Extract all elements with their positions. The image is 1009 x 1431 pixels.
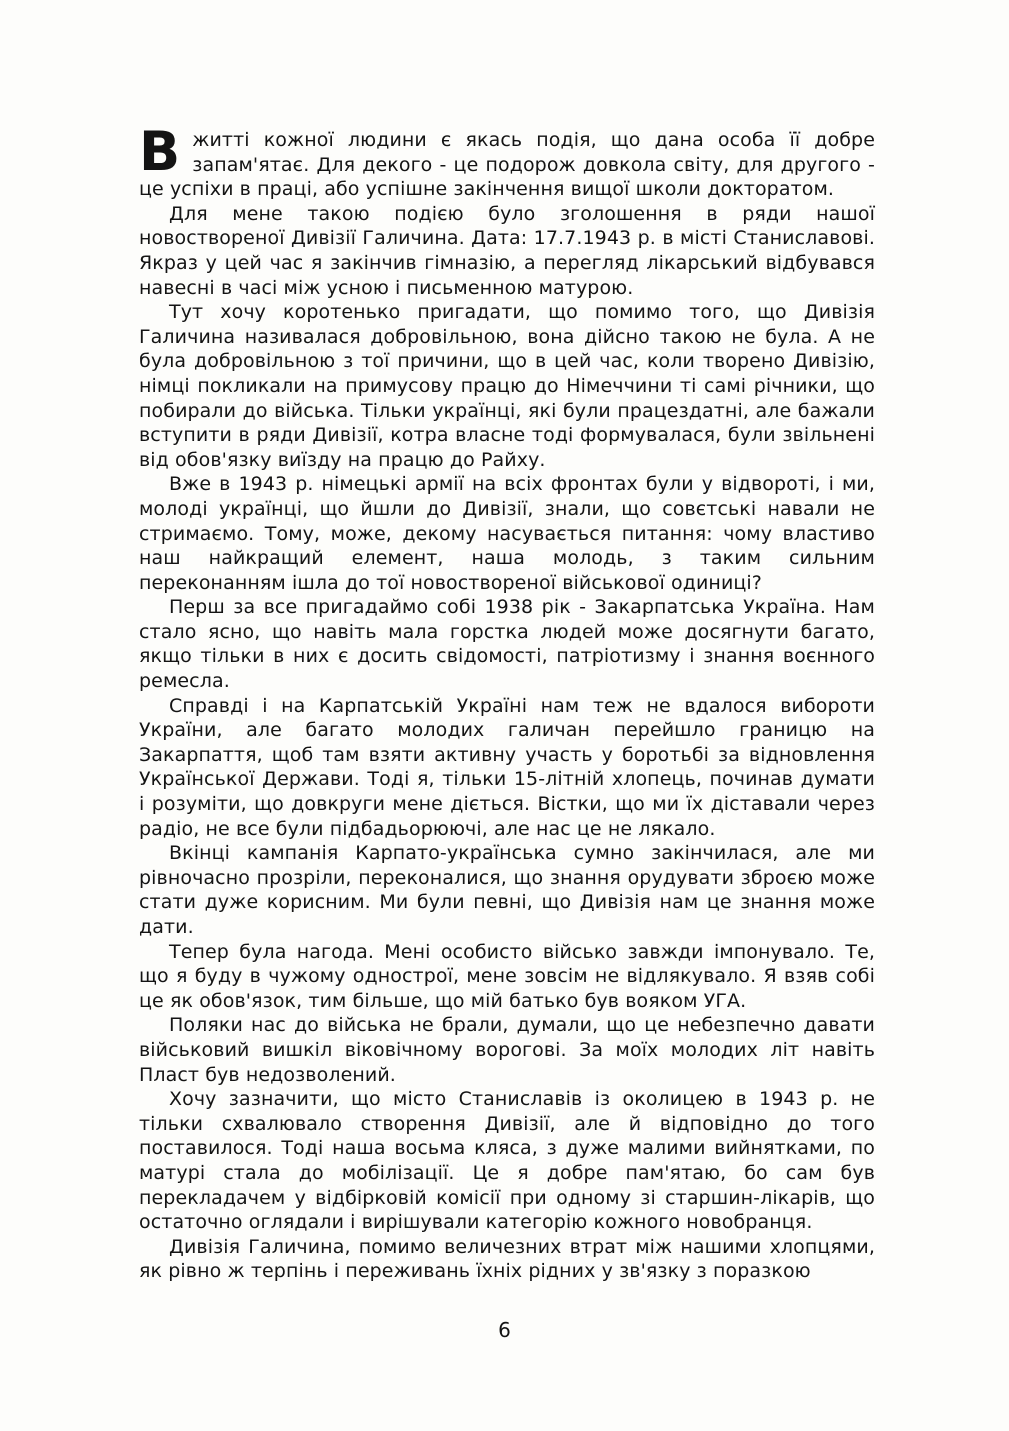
body-paragraph: Тепер була нагода. Мені особисто військо завжди імпонувало. Те, що я буду в чужому однострої, мене зовсім не відлякувало. Я взяв собі це як обов'язок, тим більше, що мій батько був вояком УГА.: [139, 940, 875, 1012]
body-paragraph: [139, 120, 875, 202]
body-paragraph: Справді і на Карпатській Україні нам теж не вдалося вибороти України, але багато молодих галичан перейшло границю на Закарпаття, щоб там взяти активну участь у боротьбі за відновлення Української Держави. Тоді я, тільки 15-літній хлопець, починав думати і розуміти, що довкруги мене діється. Вістки, що ми їх діставали через радіо, не все були підбадьорюючі, але нас це не лякало.: [139, 694, 875, 840]
body-paragraph: Хочу зазначити, що місто Станиславів із околицею в 1943 р. не тільки схвалювало створення Дивізії, але й відповідно до того поставилося. Тоді наша восьма кляса, з дуже малими вийнятками, по матурі стала до мобілізації. Це я добре пам'ятаю, бо сам був перекладачем у відбірковій комісії при одному зі старшин-лікарів, що остаточно оглядали і вирішували категорію кожного новобранця.: [139, 1088, 875, 1234]
drop-cap: В: [139, 120, 181, 183]
body-paragraph: Дивізія Галичина, помимо величезних втрат між нашими хлопцями, як рівно ж терпінь і переживань їхніх рідних у зв'язку з поразкою: [139, 1235, 875, 1283]
body-paragraph: Вже в 1943 р. німецькі армії на всіх фронтах були у відвороті, і ми, молоді українці, що йшли до Дивізії, знали, що совєтські навали не стримаємо. Тому, може, декому насувається питання: чому властиво наш найкращий елемент, наша молодь, з таким сильним переконанням ішла до тої новоствореної військової одиниці?: [139, 473, 875, 594]
body-paragraph: Поляки нас до війська не брали, думали, що це небезпечно давати військовий вишкіл віковічному ворогові. За моїх молодих літ навіть Пласт був недозволений.: [139, 1014, 875, 1086]
text-block: [139, 120, 875, 1284]
body-paragraph: Вкінці кампанія Карпато-українська сумно закінчилася, але ми рівночасно прозріли, переконалися, що знання орудувати зброєю може стати дуже корисним. Ми були певні, що Дивізія нам це знання може дати.: [139, 842, 875, 938]
body-paragraph: Тут хочу коротенько пригадати, що помимо того, що Дивізія Галичина називалася добровільною, вона дійсно такою не була. А не була добровільною з тої причини, що в цей час, коли творено Дивізію, німці покликали на примусову працю до Німеччини ті самі річники, що побирали до війська. Тільки українці, які були працездатні, але бажали вступити в ряди Дивізії, котра власне тоді формувалася, були звільнені від обов'язку виїзду на працю до Райху.: [139, 301, 875, 471]
body-paragraph: Перш за все пригадаймо собі 1938 рік - Закарпатська Україна. Нам стало ясно, що навіть мала горстка людей може досягнути багато, якщо тільки в них є досить свідомості, патріотизму і знання воєнного ремесла.: [139, 596, 875, 693]
page-number: 6: [498, 1318, 511, 1342]
body-paragraph: Для мене такою подією було зголошення в ряди нашої новоствореної Дивізії Галичина. Дата: 17.7.1943 р. в місті Станиславові. Якраз у цей час я закінчив гімназію, а перегляд лікарський відбувався навесні в часі між усною і письменною матурою.: [139, 202, 875, 299]
paragraph-text: житті кожної людини є якась подія, що дана особа її добре запам'ятає. Для декого - це подорож довкола світу, для другого - це успіхи в праці, або успішне закінчення вищої школи докторатом.: [139, 129, 875, 201]
